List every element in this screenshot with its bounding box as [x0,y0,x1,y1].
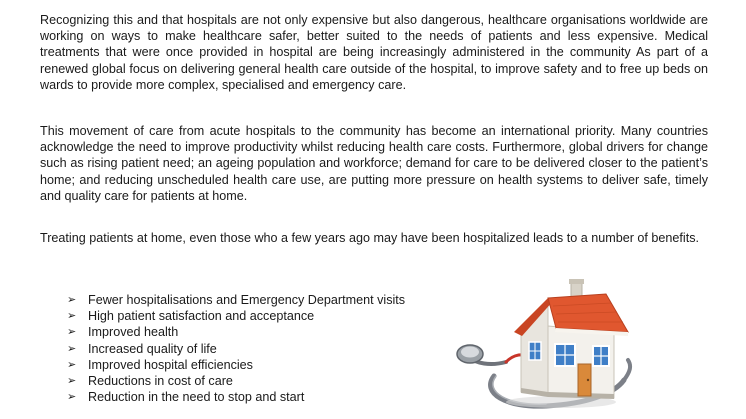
arrow-bullet-icon: ➢ [67,358,77,371]
paragraph-intro: Recognizing this and that hospitals are not only expensive but also dangerous, healthcare organisations worldwide are working on ways to make healthcare safer, better suited to the needs of patients and less expensive. Medical treatments that were once provided in hospital are being increasingly administered in the community As part of a renewed global focus on delivering general health care outside of the hospital, to improve safety and to free up beds on wards to provide more complex, specialised and emergency care. [40,13,708,92]
arrow-bullet-icon: ➢ [67,391,77,404]
list-item [67,357,405,373]
list-item-text: Reductions in cost of care [88,374,233,389]
window-icon [555,344,575,366]
list-item-text: High patient satisfaction and acceptance [88,309,315,324]
list-item [67,389,405,405]
list-item-text: Increased quality of life [88,341,217,356]
list-item-text: Reduction in the need to stop and start [88,390,305,405]
benefits-list [67,292,405,405]
list-item [67,292,405,308]
list-item-text: Fewer hospitalisations and Emergency Department visits [88,293,406,307]
arrow-bullet-icon: ➢ [67,310,77,323]
arrow-bullet-icon: ➢ [67,294,77,306]
arrow-bullet-icon: ➢ [67,375,77,388]
stethoscope-chestpiece-icon [457,345,483,363]
arrow-bullet-icon: ➢ [67,342,77,355]
list-item-text: Improved hospital efficiencies [88,357,253,372]
list-item [67,308,405,324]
house-with-stethoscope-icon [436,268,636,419]
paragraph-benefits-lead: Treating patients at home, even those who a few years ago may have been hospitalized leads to a number of benefits. [40,231,700,245]
window-icon [593,346,609,366]
list-item-text: Improved health [88,325,179,340]
list-item [67,341,405,357]
paragraph-community-care: This movement of care from acute hospitals to the community has become an international priority. Many countries acknowledge the need to improve productivity whilst reducing health care costs. Furthermore, global drivers for change such as rising patient need; an ageing population and workforce; demand for care to be delivered closer to the patient’s home; and reducing unscheduled health care use, are putting more pressure on health systems to deliver safe, timely and quality care for patients at home. [40,124,708,203]
list-item [67,324,405,340]
door-icon [578,364,591,396]
list-item [67,373,405,389]
arrow-bullet-icon: ➢ [67,326,77,339]
window-icon [529,342,541,360]
